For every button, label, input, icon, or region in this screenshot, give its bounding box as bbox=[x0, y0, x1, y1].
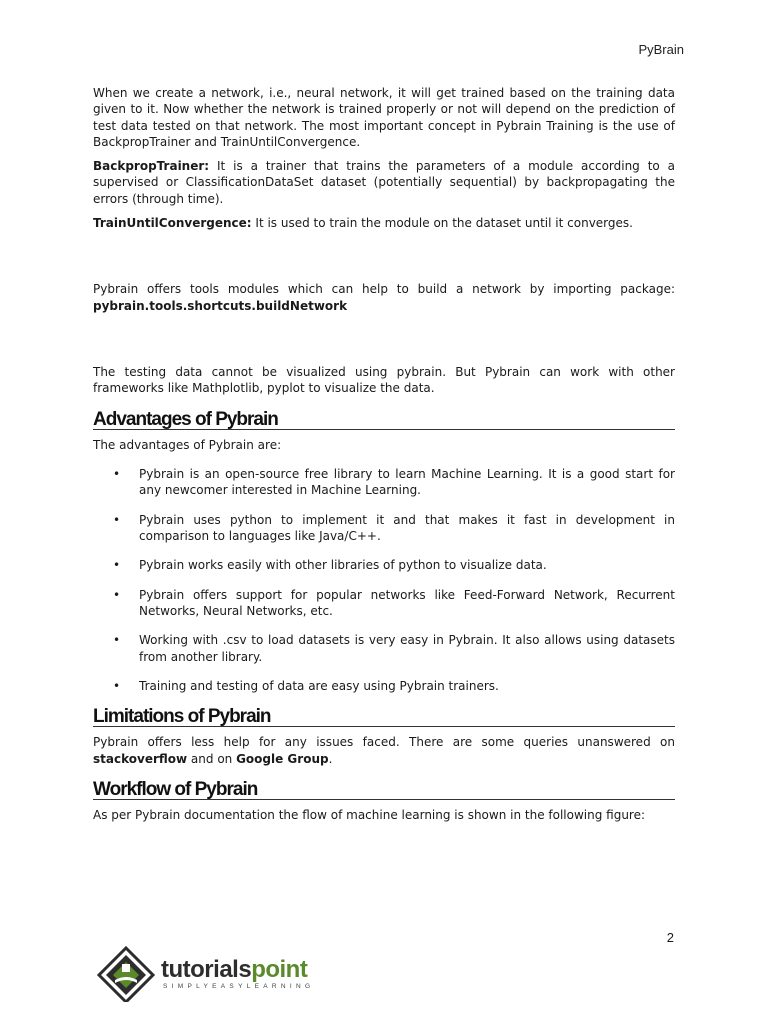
advantages-heading: Advantages of Pybrain bbox=[93, 412, 675, 430]
list-item-text: Working with .csv to load datasets is very easy in Pybrain. It also allows using datasets from another library. bbox=[139, 633, 675, 664]
backprop-trainer-description: It is a trainer that trains the parameters of a module according to a supervised or ClassificationDataSet dataset (potentially sequential) by backpropagating the errors (through time). bbox=[93, 159, 675, 206]
train-until-convergence-description: It is used to train the module on the dataset until it converges. bbox=[251, 216, 633, 231]
train-until-convergence-term: TrainUntilConvergence: bbox=[93, 216, 252, 231]
list-item-text: Training and testing of data are easy using Pybrain trainers. bbox=[139, 678, 499, 693]
limitations-heading: Limitations of Pybrain bbox=[93, 709, 675, 727]
page-body bbox=[93, 85, 675, 832]
list-item bbox=[93, 632, 675, 665]
backprop-trainer-paragraph bbox=[93, 158, 675, 207]
limitations-paragraph bbox=[93, 734, 675, 767]
limitations-text-end: . bbox=[328, 751, 333, 766]
bullet-icon: • bbox=[113, 587, 121, 602]
logo-wordmark-part1: tutorials bbox=[161, 956, 252, 983]
limitations-text-middle: and on bbox=[187, 751, 237, 766]
train-until-convergence-paragraph bbox=[93, 215, 675, 231]
bullet-icon: • bbox=[113, 633, 121, 648]
google-group-term: Google Group bbox=[236, 751, 329, 766]
logo-emblem-icon bbox=[95, 946, 157, 1002]
tools-paragraph bbox=[93, 281, 675, 314]
advantages-list bbox=[93, 466, 675, 694]
limitations-text: Pybrain offers less help for any issues faced. There are some queries unanswered on bbox=[93, 735, 675, 750]
logo-wordmark bbox=[161, 956, 307, 984]
list-item-text: Pybrain is an open-source free library to learn Machine Learning. It is a good start for any newcomer interested in Machine Learning. bbox=[139, 467, 675, 498]
tools-text: Pybrain offers tools modules which can help to build a network by importing package: bbox=[93, 282, 675, 297]
list-item bbox=[93, 678, 675, 694]
logo-tagline: SIMPLYEASYLEARNING bbox=[163, 983, 315, 990]
list-item-text: Pybrain offers support for popular networks like Feed-Forward Network, Recurrent Networks, Neural Networks, etc. bbox=[139, 587, 675, 618]
list-item bbox=[93, 466, 675, 499]
logo-wordmark-part2: point bbox=[251, 956, 308, 983]
list-item-text: Pybrain uses python to implement it and that makes it fast in development in comparison to languages like Java/C++. bbox=[139, 512, 675, 544]
tools-package-name: pybrain.tools.shortcuts.buildNetwork bbox=[93, 298, 348, 313]
intro-paragraph: When we create a network, i.e., neural network, it will get trained based on the training data given to it. Now whether the network is trained properly or not will depend on the prediction of test data tested on that network. The most important concept in Pybrain Training is the use of BackpropTrainer and TrainUntilConvergence. bbox=[93, 86, 675, 149]
backprop-trainer-term: BackpropTrainer: bbox=[93, 159, 210, 174]
advantages-intro: The advantages of Pybrain are: bbox=[93, 437, 282, 452]
bullet-icon: • bbox=[113, 558, 121, 573]
tutorialspoint-logo bbox=[95, 946, 335, 1002]
visualization-paragraph: The testing data cannot be visualized using pybrain. But Pybrain can work with other frameworks like Mathplotlib, pyplot to visualize the data. bbox=[93, 364, 675, 396]
bullet-icon: • bbox=[113, 467, 121, 482]
list-item bbox=[93, 557, 675, 573]
bullet-icon: • bbox=[113, 512, 121, 527]
workflow-paragraph: As per Pybrain documentation the flow of machine learning is shown in the following figure: bbox=[93, 808, 646, 823]
bullet-icon: • bbox=[113, 678, 121, 693]
workflow-heading: Workflow of Pybrain bbox=[93, 782, 675, 800]
list-item-text: Pybrain works easily with other libraries of python to visualize data. bbox=[139, 558, 547, 573]
running-header: PyBrain bbox=[638, 42, 684, 57]
page-number: 2 bbox=[666, 930, 674, 945]
stackoverflow-term: stackoverflow bbox=[93, 751, 188, 766]
list-item bbox=[93, 512, 675, 545]
list-item bbox=[93, 587, 675, 620]
